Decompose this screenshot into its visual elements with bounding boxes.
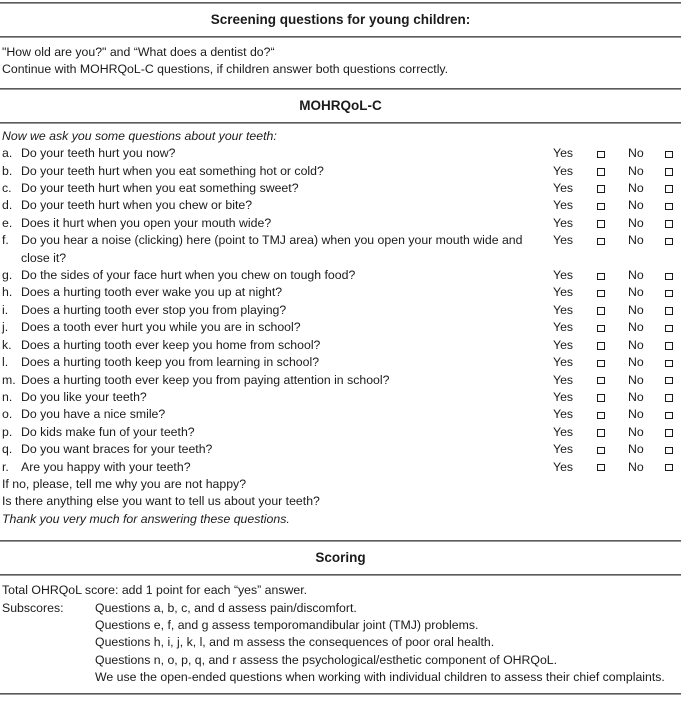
no-checkbox[interactable] (665, 394, 673, 402)
yes-label: Yes (553, 181, 574, 196)
no-label: No (628, 459, 644, 474)
question-row (0, 197, 681, 214)
no-checkbox[interactable] (665, 238, 673, 246)
yes-label: Yes (553, 233, 574, 248)
question-letter: h. (2, 285, 13, 300)
subscores-label: Subscores: (2, 600, 64, 615)
no-checkbox[interactable] (665, 185, 673, 193)
question-rows (0, 145, 681, 476)
answer-options (553, 372, 681, 389)
yes-checkbox[interactable] (597, 307, 605, 315)
scoring-notes (0, 576, 681, 692)
followup-line: If no, please, tell me why you are not happy? (2, 476, 247, 491)
question-text: Do you have a nice smile? (21, 407, 166, 422)
no-label: No (628, 355, 644, 370)
question-row (0, 302, 681, 319)
no-label: No (628, 337, 644, 352)
question-letter: e. (2, 215, 13, 230)
yes-label: Yes (553, 407, 574, 422)
question-row (0, 354, 681, 371)
question-text: Do the sides of your face hurt when you chew on tough food? (21, 268, 356, 283)
yes-label: Yes (553, 285, 574, 300)
answer-options (553, 145, 681, 162)
question-letter: d. (2, 198, 13, 213)
question-row (0, 389, 681, 406)
yes-checkbox[interactable] (597, 394, 605, 402)
subscores-block (2, 600, 679, 687)
question-text: Does a hurting tooth ever stop you from playing? (21, 302, 287, 317)
question-row (0, 406, 681, 423)
question-letter: p. (2, 424, 13, 439)
question-list (0, 124, 681, 540)
question-text: Does a tooth ever hurt you while you are in school? (21, 320, 301, 335)
yes-label: Yes (553, 215, 574, 230)
question-row (0, 180, 681, 197)
yes-checkbox[interactable] (597, 325, 605, 333)
yes-checkbox[interactable] (597, 151, 605, 159)
yes-checkbox[interactable] (597, 360, 605, 368)
question-text: Are you happy with your teeth? (21, 459, 191, 474)
yes-label: Yes (553, 355, 574, 370)
no-checkbox[interactable] (665, 464, 673, 472)
question-letter: b. (2, 163, 13, 178)
yes-checkbox[interactable] (597, 273, 605, 281)
question-letter: c. (2, 181, 12, 196)
no-checkbox[interactable] (665, 325, 673, 333)
open-ended-note: We use the open-ended questions when working with individual children to assess their chief complaints. (95, 670, 665, 685)
no-label: No (628, 302, 644, 317)
yes-label: Yes (553, 198, 574, 213)
yes-label: Yes (553, 442, 574, 457)
question-row (0, 145, 681, 162)
screening-question-examples: "How old are you?" and “What does a dentist do?“ (2, 45, 275, 59)
question-text: Do you hear a noise (clicking) here (point to TMJ area) when you open your mouth wide and close it? (21, 233, 523, 265)
yes-label: Yes (553, 163, 574, 178)
answer-options (553, 459, 681, 476)
followup-lines (0, 476, 681, 528)
answer-options (553, 302, 681, 319)
yes-label: Yes (553, 337, 574, 352)
question-row (0, 372, 681, 389)
question-row (0, 337, 681, 354)
no-checkbox[interactable] (665, 342, 673, 350)
question-text: Does a hurting tooth ever keep you from paying attention in school? (21, 372, 390, 387)
no-label: No (628, 198, 644, 213)
question-letter: r. (2, 459, 9, 474)
question-text: Do your teeth hurt when you eat something hot or cold? (21, 163, 324, 178)
answer-options (553, 197, 681, 214)
followup-line: Thank you very much for answering these questions. (2, 511, 290, 526)
no-label: No (628, 407, 644, 422)
no-checkbox[interactable] (665, 307, 673, 315)
no-label: No (628, 320, 644, 335)
no-checkbox[interactable] (665, 220, 673, 228)
yes-label: Yes (553, 459, 574, 474)
answer-options (553, 354, 681, 371)
question-row (0, 232, 681, 267)
question-text: Do your teeth hurt when you chew or bite? (21, 198, 253, 213)
answer-options (553, 180, 681, 197)
question-letter: o. (2, 407, 13, 422)
yes-label: Yes (553, 389, 574, 404)
no-label: No (628, 424, 644, 439)
question-letter: g. (2, 268, 13, 283)
answer-options (553, 319, 681, 336)
questionnaire-intro: Now we ask you some questions about your teeth: (2, 128, 277, 143)
yes-checkbox[interactable] (597, 168, 605, 176)
answer-options (553, 337, 681, 354)
question-text: Does a hurting tooth ever keep you home from school? (21, 337, 321, 352)
question-row (0, 441, 681, 458)
subscore-line: Questions n, o, p, q, and r assess the psychological/esthetic component of OHRQoL. (95, 652, 558, 667)
question-letter: l. (2, 355, 9, 370)
yes-label: Yes (553, 372, 574, 387)
no-checkbox[interactable] (665, 290, 673, 298)
yes-checkbox[interactable] (597, 203, 605, 211)
screening-section-title: Screening questions for young children: (210, 12, 471, 27)
subscore-line: Questions a, b, c, and d assess pain/discomfort. (95, 600, 357, 615)
question-row (0, 459, 681, 476)
yes-checkbox[interactable] (597, 342, 605, 350)
no-label: No (628, 268, 644, 283)
answer-options (553, 389, 681, 406)
question-row (0, 319, 681, 336)
subscore-line: Questions e, f, and g assess temporomandibular joint (TMJ) problems. (95, 617, 479, 632)
no-checkbox[interactable] (665, 151, 673, 159)
question-letter: j. (2, 320, 9, 335)
subscore-line: Questions h, i, j, k, l, and m assess the consequences of poor oral health. (95, 635, 495, 650)
question-letter: m. (2, 372, 16, 387)
yes-label: Yes (553, 302, 574, 317)
no-checkbox[interactable] (665, 360, 673, 368)
question-row (0, 267, 681, 284)
yes-checkbox[interactable] (597, 238, 605, 246)
yes-checkbox[interactable] (597, 290, 605, 298)
yes-checkbox[interactable] (597, 429, 605, 437)
question-text: Do you like your teeth? (21, 389, 147, 404)
answer-options (553, 284, 681, 301)
question-text: Does it hurt when you open your mouth wide? (21, 215, 272, 230)
answer-options (553, 406, 681, 423)
question-text: Do kids make fun of your teeth? (21, 424, 195, 439)
no-checkbox[interactable] (665, 429, 673, 437)
question-letter: f. (2, 233, 9, 248)
yes-checkbox[interactable] (597, 220, 605, 228)
question-row (0, 215, 681, 232)
no-label: No (628, 181, 644, 196)
question-row (0, 163, 681, 180)
answer-options (553, 163, 681, 180)
no-label: No (628, 233, 644, 248)
no-checkbox[interactable] (665, 168, 673, 176)
yes-label: Yes (553, 424, 574, 439)
scoring-section-title: Scoring (315, 550, 366, 566)
no-checkbox[interactable] (665, 447, 673, 455)
no-label: No (628, 442, 644, 457)
yes-label: Yes (553, 320, 574, 335)
answer-options (553, 232, 681, 249)
subscore-lines (2, 600, 679, 687)
question-letter: q. (2, 442, 13, 457)
question-text: Do your teeth hurt you now? (21, 146, 176, 161)
questionnaire-section-title: MOHRQoL-C (299, 97, 382, 113)
no-checkbox[interactable] (665, 412, 673, 420)
yes-label: Yes (553, 146, 574, 161)
yes-checkbox[interactable] (597, 412, 605, 420)
total-score-line: Total OHRQoL score: add 1 point for each “yes” answer. (2, 583, 308, 598)
question-row (0, 424, 681, 441)
no-checkbox[interactable] (665, 273, 673, 281)
question-letter: n. (2, 389, 13, 404)
question-text: Does a hurting tooth ever wake you up at night? (21, 285, 283, 300)
no-label: No (628, 389, 644, 404)
question-row (0, 284, 681, 301)
yes-checkbox[interactable] (597, 185, 605, 193)
no-label: No (628, 372, 644, 387)
question-letter: i. (2, 302, 9, 317)
question-text: Does a hurting tooth keep you from learning in school? (21, 355, 320, 370)
question-text: Do you want braces for your teeth? (21, 442, 213, 457)
answer-options (553, 215, 681, 232)
question-letter: k. (2, 337, 12, 352)
screening-continue-instruction: Continue with MOHRQoL-C questions, if children answer both questions correctly. (2, 62, 449, 77)
question-text: Do your teeth hurt when you eat something sweet? (21, 181, 299, 196)
no-label: No (628, 285, 644, 300)
no-label: No (628, 163, 644, 178)
yes-label: Yes (553, 268, 574, 283)
bottom-divider (0, 693, 681, 695)
yes-checkbox[interactable] (597, 447, 605, 455)
no-checkbox[interactable] (665, 203, 673, 211)
question-letter: a. (2, 146, 13, 161)
no-label: No (628, 215, 644, 230)
yes-checkbox[interactable] (597, 464, 605, 472)
yes-checkbox[interactable] (597, 377, 605, 385)
screening-instructions (0, 38, 681, 88)
no-label: No (628, 146, 644, 161)
answer-options (553, 267, 681, 284)
no-checkbox[interactable] (665, 377, 673, 385)
answer-options (553, 424, 681, 441)
followup-line: Is there anything else you want to tell us about your teeth? (2, 494, 320, 509)
answer-options (553, 441, 681, 458)
